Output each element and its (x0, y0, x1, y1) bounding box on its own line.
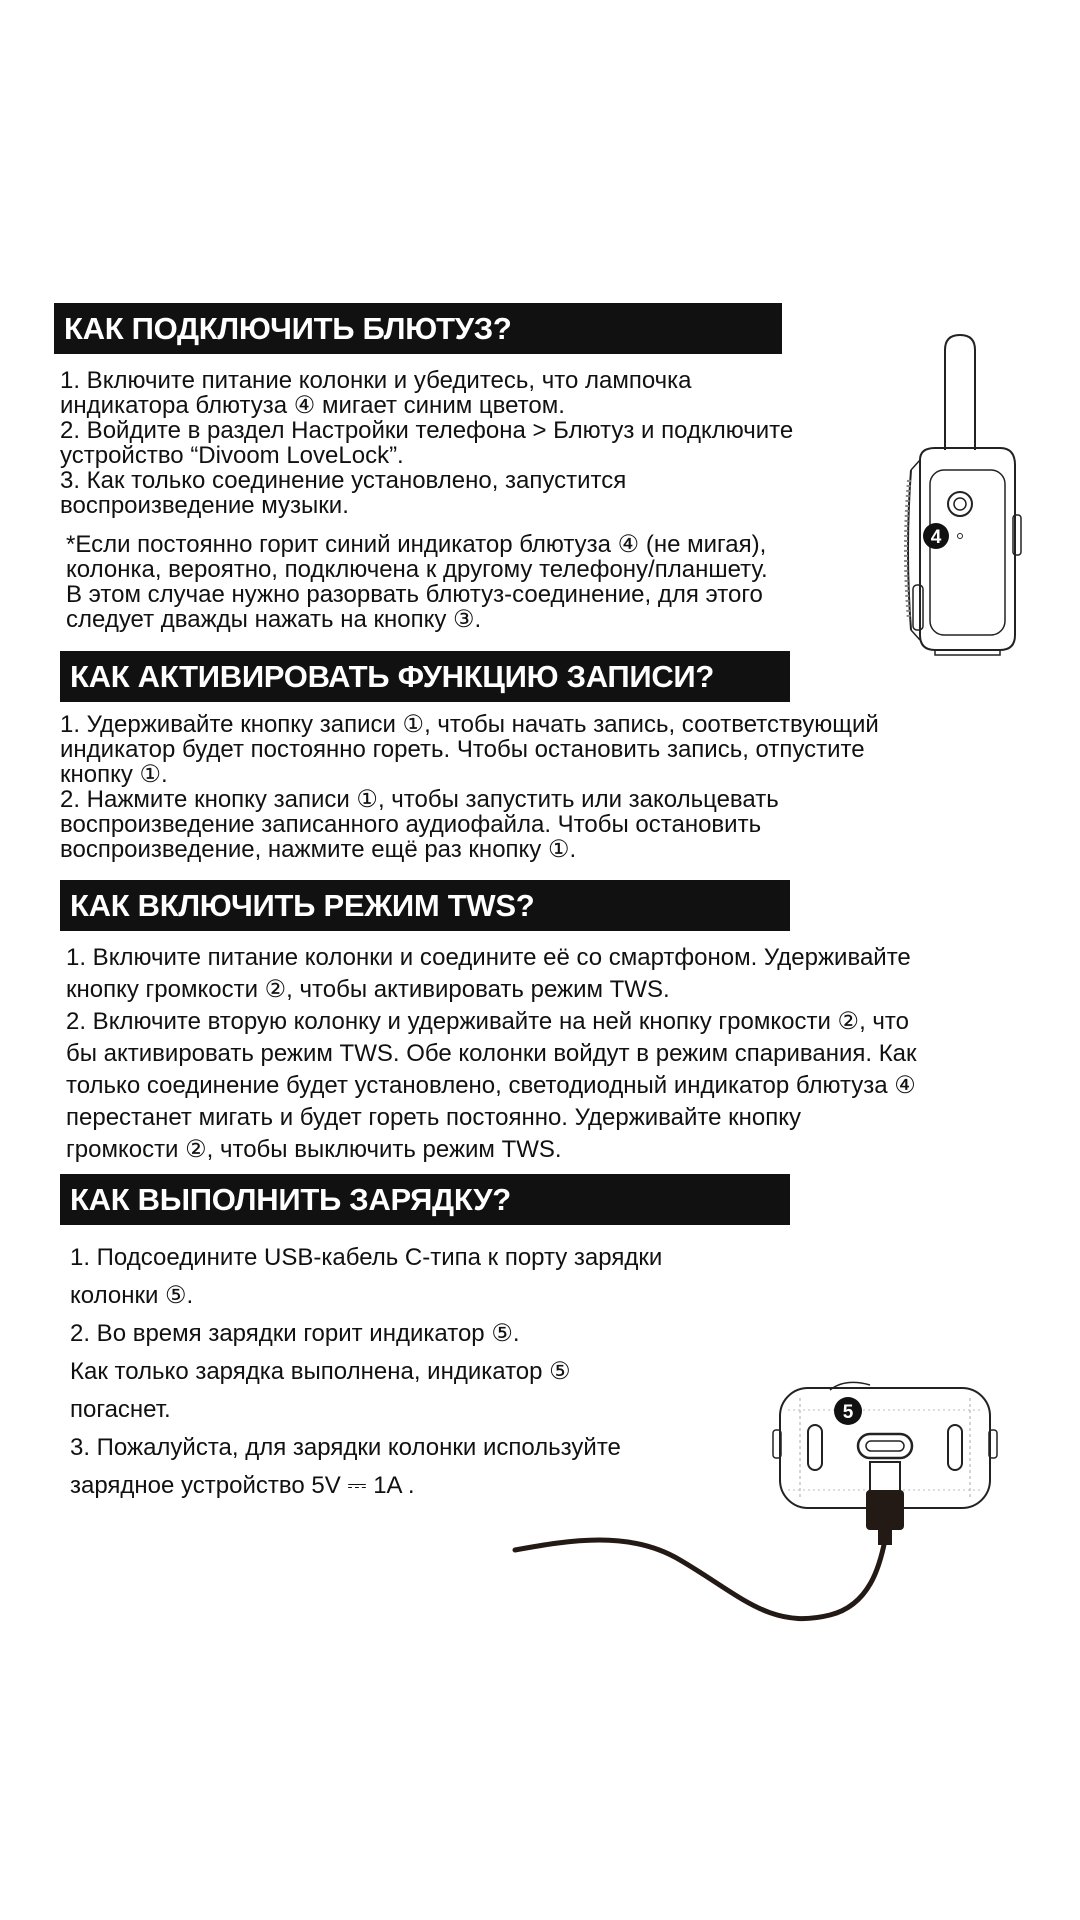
bluetooth-note (66, 532, 768, 632)
text-line: колонки ⑤. (70, 1282, 194, 1309)
speaker-usb-port-icon (770, 1370, 1000, 1545)
text-line: воспроизведение, нажмите ещё раз кнопку ①. (60, 836, 577, 863)
bluetooth-instructions (60, 368, 793, 518)
text-line: Как только зарядка выполнена, индикатор ⑤ (70, 1358, 571, 1385)
text-line: 2. Нажмите кнопку записи ①, чтобы запустить или закольцевать (60, 786, 779, 813)
text-line: 2. Войдите в раздел Настройки телефона > Блютуз и подключите (60, 417, 794, 444)
text-line: громкости ②, чтобы выключить режим TWS. (66, 1136, 562, 1163)
text-line: 1. Включите питание колонки и соедините её со смартфоном. Удерживайте (66, 944, 911, 971)
text-line: индикатор будет постоянно гореть. Чтобы остановить запись, отпустите (60, 736, 865, 763)
text-line: следует дважды нажать на кнопку ③. (66, 606, 482, 633)
text-line: перестанет мигать и будет гореть постоянно. Удерживайте кнопку (66, 1104, 802, 1131)
text-line: устройство “Divoom LoveLock”. (60, 442, 404, 469)
text-line: 2. Во время зарядки горит индикатор ⑤. (70, 1320, 520, 1347)
text-line: зарядное устройство 5V ⎓ 1A . (70, 1472, 415, 1499)
text-line: 1. Подсоедините USB-кабель C-типа к порту зарядки (70, 1244, 663, 1271)
section-heading-tws: КАК ВКЛЮЧИТЬ РЕЖИМ TWS? (60, 880, 790, 931)
charging-instructions (70, 1239, 662, 1505)
text-line: индикатора блютуза ④ мигает синим цветом. (60, 392, 565, 419)
text-line: погаснет. (70, 1396, 171, 1423)
tws-instructions (66, 942, 917, 1166)
text-line: колонка, вероятно, подключена к другому телефону/планшету. (66, 556, 768, 583)
text-line: воспроизведение музыки. (60, 492, 349, 519)
text-line: кнопку ①. (60, 761, 168, 788)
indicator-marker-5: 5 (842, 1402, 854, 1423)
section-heading-charging: КАК ВЫПОЛНИТЬ ЗАРЯДКУ? (60, 1174, 790, 1225)
indicator-marker-4: 4 (930, 527, 942, 548)
text-line: 3. Как только соединение установлено, запустится (60, 467, 627, 494)
text-line: кнопку громкости ②, чтобы активировать режим TWS. (66, 976, 670, 1003)
text-line: 1. Удерживайте кнопку записи ①, чтобы начать запись, соответствующий (60, 711, 879, 738)
text-line: только соединение будет установлено, светодиодный индикатор блютуза ④ (66, 1072, 916, 1099)
recording-instructions (60, 712, 879, 862)
speaker-side-view-icon (895, 330, 1025, 660)
text-line: 3. Пожалуйста, для зарядки колонки используйте (70, 1434, 621, 1461)
section-heading-recording: КАК АКТИВИРОВАТЬ ФУНКЦИЮ ЗАПИСИ? (60, 651, 790, 702)
text-line: В этом случае нужно разорвать блютуз-соединение, для этого (66, 581, 763, 608)
text-line: воспроизведение записанного аудиофайла. Чтобы остановить (60, 811, 762, 838)
text-line: бы активировать режим TWS. Обе колонки войдут в режим спаривания. Как (66, 1040, 917, 1067)
text-line: *Если постоянно горит синий индикатор блютуза ④ (не мигая), (66, 531, 767, 558)
usb-c-cable-icon (510, 1535, 890, 1635)
section-heading-bluetooth: КАК ПОДКЛЮЧИТЬ БЛЮТУЗ? (54, 303, 782, 354)
text-line: 2. Включите вторую колонку и удерживайте на ней кнопку громкости ②, что (66, 1008, 909, 1035)
text-line: 1. Включите питание колонки и убедитесь, что лампочка (60, 367, 692, 394)
